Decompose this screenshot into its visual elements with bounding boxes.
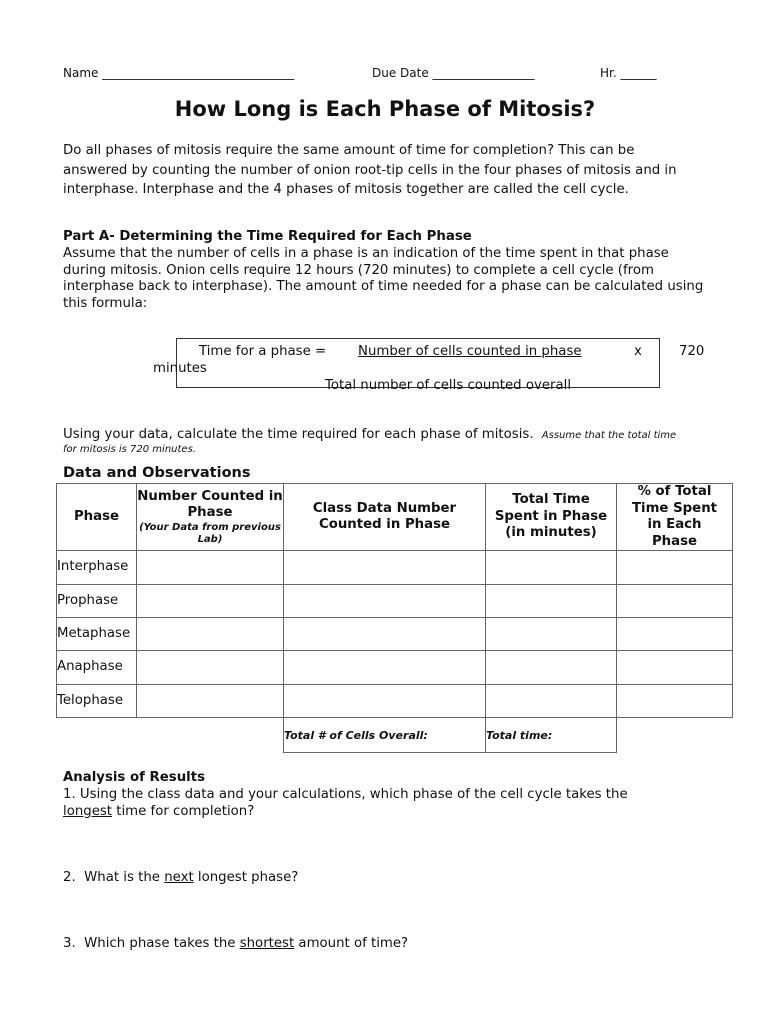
formula-unit: minutes — [153, 361, 207, 376]
question-1-line-1: 1. Using the class data and your calculations, which phase of the cell cycle takes the — [63, 787, 628, 802]
question-2-emphasis: next — [164, 870, 194, 885]
total-cells-label[interactable]: Total # of Cells Overall: — [284, 718, 486, 753]
question-2 — [63, 870, 298, 887]
percent-cell[interactable] — [617, 618, 733, 651]
col-header-class-data: Class Data Number Counted in Phase — [284, 484, 486, 551]
totals-row — [57, 718, 733, 753]
class-data-cell[interactable] — [284, 618, 486, 651]
total-time-cell[interactable] — [486, 618, 617, 651]
totals-spacer — [617, 718, 733, 753]
class-data-cell[interactable] — [284, 651, 486, 685]
intro-line-2: answered by counting the number of onion root-tip cells in the four phases of mitosis and in — [63, 162, 677, 178]
intro-line-3: interphase. Interphase and the 4 phases of mitosis together are called the cell cycle. — [63, 182, 629, 197]
formula-times-sign: x — [634, 344, 642, 359]
total-time-cell[interactable] — [486, 685, 617, 718]
col-header-percent: % of Total Time Spent in Each Phase — [617, 484, 733, 551]
total-time-label[interactable]: Total time: — [486, 718, 617, 753]
instruction-main: Using your data, calculate the time required for each phase of mitosis. — [63, 427, 534, 442]
formula-value: 720 — [679, 344, 705, 359]
formula-denominator: Total number of cells counted overall — [325, 378, 572, 393]
totals-spacer — [57, 718, 137, 753]
instruction-note-1: Assume that the total time — [541, 430, 677, 441]
number-counted-cell[interactable] — [137, 585, 284, 618]
phase-cell-prophase: Prophase — [57, 585, 137, 618]
col-header-number-counted-sub: (Your Data from previous Lab) — [139, 521, 281, 545]
class-data-cell[interactable] — [284, 585, 486, 618]
part-a-body: Assume that the number of cells in a phase is an indication of the time spent in that phase during mitosis. Onion cells require 12 hours (720 minutes) to complete a cell cycle (from interphase back to interphase). The amount of time needed for a phase can be calculated using this formula: — [63, 246, 704, 311]
question-2-suffix: longest phase? — [193, 870, 299, 885]
data-table — [56, 483, 733, 753]
phase-cell-interphase: Interphase — [57, 551, 137, 585]
percent-cell[interactable] — [617, 585, 733, 618]
table-row — [57, 685, 733, 718]
table-row — [57, 651, 733, 685]
total-time-cell[interactable] — [486, 585, 617, 618]
hour-field-label[interactable]: Hr. ______ — [600, 66, 657, 80]
class-data-cell[interactable] — [284, 685, 486, 718]
question-1-suffix: time for completion? — [112, 804, 255, 819]
total-time-cell[interactable] — [486, 651, 617, 685]
data-section-heading: Data and Observations — [63, 465, 251, 481]
col-header-number-counted: Number Counted in Phase (Your Data from previous Lab) — [137, 484, 284, 551]
table-row — [57, 618, 733, 651]
table-header-row — [57, 484, 733, 551]
total-time-cell[interactable] — [486, 551, 617, 585]
totals-spacer — [137, 718, 284, 753]
col-header-total-time: Total Time Spent in Phase (in minutes) — [486, 484, 617, 551]
instruction-note-2: for mitosis is 720 minutes. — [63, 444, 196, 455]
question-3-emphasis: shortest — [239, 936, 295, 951]
table-row — [57, 585, 733, 618]
analysis-heading: Analysis of Results — [63, 770, 205, 785]
question-1-emphasis: longest — [63, 804, 113, 819]
question-2-prefix: 2. What is the — [63, 870, 165, 885]
class-data-cell[interactable] — [284, 551, 486, 585]
number-counted-cell[interactable] — [137, 651, 284, 685]
question-3-suffix: amount of time? — [294, 936, 409, 951]
number-counted-cell[interactable] — [137, 551, 284, 585]
phase-cell-anaphase: Anaphase — [57, 651, 137, 685]
page-title: How Long is Each Phase of Mitosis? — [174, 97, 596, 121]
question-1-line-2 — [63, 804, 254, 821]
instruction-text — [63, 427, 676, 442]
number-counted-cell[interactable] — [137, 685, 284, 718]
part-a-heading: Part A- Determining the Time Required for Each Phase — [63, 229, 472, 244]
question-3 — [63, 936, 408, 953]
number-counted-cell[interactable] — [137, 618, 284, 651]
question-3-prefix: 3. Which phase takes the — [63, 936, 240, 951]
phase-cell-telophase: Telophase — [57, 685, 137, 718]
col-header-phase: Phase — [57, 484, 137, 551]
percent-cell[interactable] — [617, 551, 733, 585]
table-row — [57, 551, 733, 585]
due-date-field-label[interactable]: Due Date _________________ — [372, 66, 535, 80]
formula-lhs: Time for a phase = — [199, 344, 327, 359]
percent-cell[interactable] — [617, 685, 733, 718]
phase-cell-metaphase: Metaphase — [57, 618, 137, 651]
percent-cell[interactable] — [617, 651, 733, 685]
formula-numerator: Number of cells counted in phase — [358, 344, 582, 359]
name-field-label[interactable]: Name ________________________________ — [63, 66, 295, 80]
intro-line-1: Do all phases of mitosis require the same amount of time for completion? This can be — [63, 143, 635, 158]
